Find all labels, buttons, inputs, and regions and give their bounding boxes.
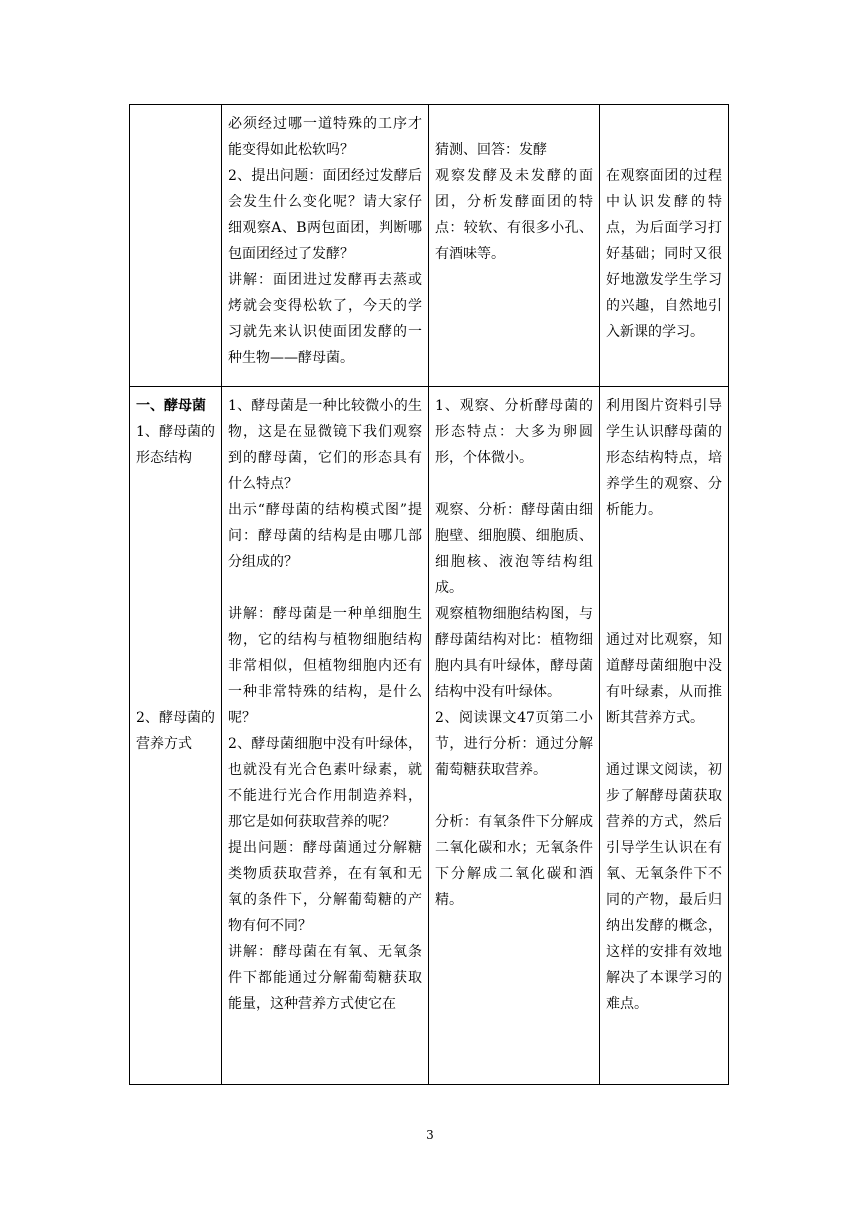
teacher-text: 讲解：酵母菌在有氧、无氧条件下都能通过分解葡萄糖获取能量，这种营养方式使它在 [228, 944, 422, 1012]
teacher-activity-cell [222, 105, 429, 387]
student-text: 1、观察、分析酵母菌的形态特点：大多为卵圆形，个体微小。 [435, 398, 593, 466]
teacher-text: 1、酵母菌是一种比较微小的生物，这是在显微镜下我们观察到的酵母菌，它们的形态具有什么特点？ [228, 398, 422, 492]
student-text: 分析：有氧条件下分解成二氧化碳和水；无氧条件下分解成二氧化碳和酒精。 [435, 814, 593, 908]
table-row [130, 105, 729, 387]
design-intent-cell [600, 387, 729, 1085]
teacher-activity-cell [222, 387, 429, 1085]
stage-cell [130, 387, 222, 1085]
teacher-text: 2、提出问题：面团经过发酵后会发生什么变化呢？请大家仔细观察A、B两包面团，判断哪包面团经过了发酵？ [228, 168, 422, 262]
intent-text: 通过对比观察，知道酵母菌细胞中没有叶绿素，从而推断其营养方式。 [606, 632, 722, 726]
section-heading: 一、酵母菌 [136, 398, 206, 414]
teacher-text: 讲解：面团进过发酵再去蒸或烤就会变得松软了，今天的学习就先来认识使面团发酵的一种生物——酵母菌。 [228, 272, 422, 366]
student-text: 观察、分析：酵母菌由细胞壁、细胞膜、细胞质、细胞核、液泡等结构组成。 [435, 502, 593, 596]
intent-text: 通过课文阅读，初步了解酵母菌获取营养的方式，然后引导学生认识在有氧、无氧条件下不同的产物，最后归纳出发酵的概念，这样的安排有效地解决了本课学习的难点。 [606, 762, 722, 1012]
student-activity-cell [429, 105, 600, 387]
lesson-plan-table [129, 104, 729, 1085]
teacher-text: 讲解：酵母菌是一种单细胞生物，它的结构与植物细胞结构非常相似，但植物细胞内还有一种非常特殊的结构，是什么呢？ [228, 606, 422, 726]
student-activity-cell [429, 387, 600, 1085]
student-text: 2、阅读课文47页第二小节，进行分析：通过分解葡萄糖获取营养。 [435, 710, 593, 778]
page-number: 3 [426, 1128, 434, 1142]
teacher-text: 2、酵母菌细胞中没有叶绿体，也就没有光合色素叶绿素，就不能进行光合作用制造养料，那它是如何获取营养的呢？ [228, 736, 422, 830]
teacher-text: 提出问题：酵母菌通过分解糖类物质获取营养，在有氧和无氧的条件下，分解葡萄糖的产物有何不同？ [228, 840, 422, 934]
teacher-text: 出示“酵母菌的结构模式图”提问：酵母菌的结构是由哪几部分组成的？ [228, 502, 422, 570]
subsection-label: 2、酵母菌的营养方式 [136, 710, 215, 752]
design-intent-cell [600, 105, 729, 387]
teacher-text: 必须经过哪一道特殊的工序才能变得如此松软吗？ [228, 116, 422, 158]
student-text: 观察植物细胞结构图，与酵母菌结构对比：植物细胞内具有叶绿体，酵母菌结构中没有叶绿体。 [435, 606, 593, 700]
subsection-label: 1、酵母菌的形态结构 [136, 424, 215, 466]
intent-text: 利用图片资料引导学生认识酵母菌的形态结构特点，培养学生的观察、分析能力。 [606, 398, 722, 518]
student-text: 观察发酵及未发酵的面团，分析发酵面团的特点：较软、有很多小孔、有酒味等。 [435, 168, 593, 262]
stage-cell [130, 105, 222, 387]
table-row [130, 387, 729, 1085]
intent-text: 在观察面团的过程中认识发酵的特点，为后面学习打好基础；同时又很好地激发学生学习的兴趣，自然地引入新课的学习。 [606, 168, 722, 340]
student-text: 猜测、回答：发酵 [435, 142, 547, 158]
